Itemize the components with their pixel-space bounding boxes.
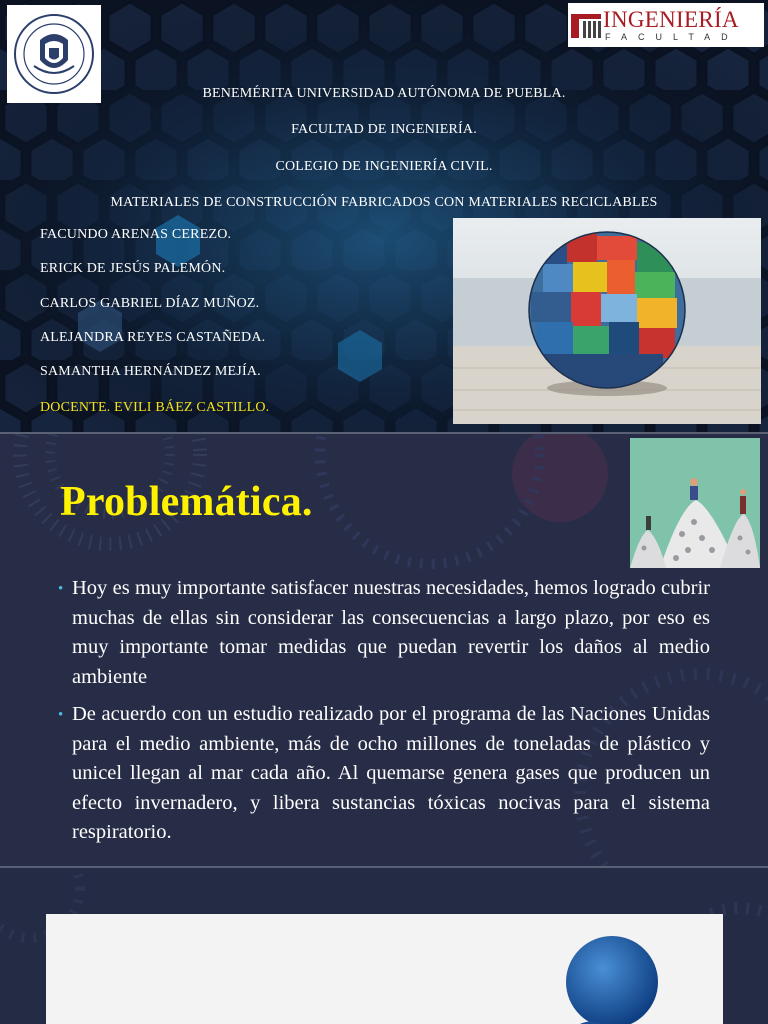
bullet-text: De acuerdo con un estudio realizado por el programa de las Naciones Unidas para el medio ambiente, más de ocho millones de toneladas de plástico y unicel llegan al mar cada año. Al quemarse genera gases que producen un efecto invernadero, y libera sustancias tóxicas nocivas para el sistema respiratorio.	[72, 703, 710, 843]
bullet-glyph: •	[58, 707, 64, 723]
problem-bullet-list	[58, 574, 710, 856]
cover-slide	[0, 0, 768, 432]
team-member: SAMANTHA HERNÁNDEZ MEJÍA.	[40, 364, 261, 379]
list-item	[58, 574, 710, 692]
team-member: CARLOS GABRIEL DÍAZ MUÑOZ.	[40, 296, 260, 311]
problem-slide	[0, 434, 768, 866]
bullet-text: Hoy es muy importante satisfacer nuestras necesidades, hemos logrado cubrir muchas de ellas sin considerar las consecuencias a largo plazo, por eso es muy importante tomar medidas que puedan revertir los daños al medio ambiente	[72, 577, 710, 688]
team-member: ERICK DE JESÚS PALEMÓN.	[40, 261, 226, 276]
team-member: FACUNDO ARENAS CEREZO.	[40, 227, 232, 242]
list-item	[58, 700, 710, 848]
team-member: ALEJANDRA REYES CASTAÑEDA.	[40, 330, 266, 345]
project-title: MATERIALES DE CONSTRUCCIÓN FABRICADOS CON MATERIALES RECICLABLES	[110, 195, 658, 210]
next-slide-partial	[0, 868, 768, 1024]
garbage-mountain-illustration	[630, 438, 760, 568]
university-name: BENEMÉRITA UNIVERSIDAD AUTÓNOMA DE PUEBLA.	[202, 86, 566, 101]
blue-figure-illustration	[46, 914, 723, 1024]
engineering-faculty-logo	[568, 3, 764, 47]
white-content-panel	[46, 914, 723, 1024]
teacher-name: DOCENTE. EVILI BÁEZ CASTILLO.	[40, 400, 270, 415]
logo-text-facultad: FACULTAD	[605, 31, 739, 42]
faculty-name: FACULTAD DE INGENIERÍA.	[291, 122, 477, 137]
recycled-globe-photo	[453, 218, 761, 424]
bullet-glyph: •	[58, 581, 64, 597]
college-name: COLEGIO DE INGENIERÍA CIVIL.	[275, 159, 493, 174]
logo-text-ingenieria: INGENIERÍA	[603, 6, 739, 32]
problem-title: Problemática.	[60, 479, 313, 525]
